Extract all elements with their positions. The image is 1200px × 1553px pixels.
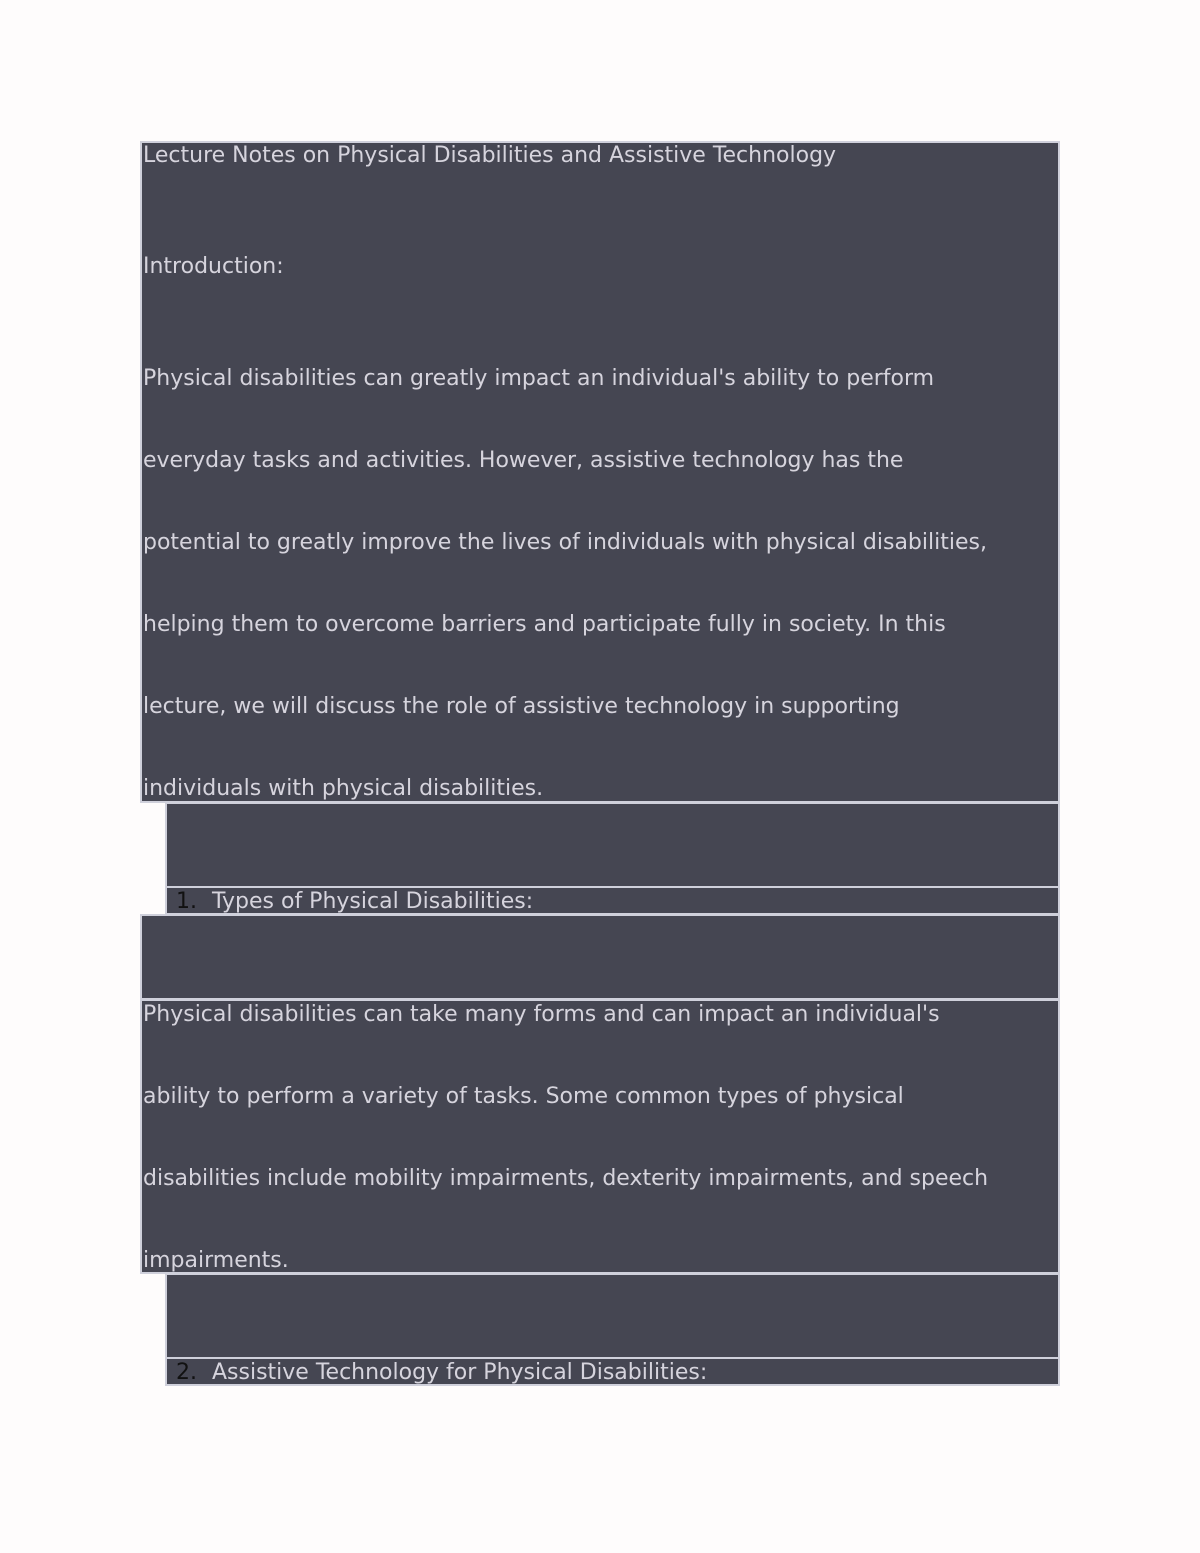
section-1-paragraph-line: impairments. bbox=[143, 1248, 289, 1273]
intro-heading: Introduction: bbox=[143, 254, 284, 279]
intro-paragraph-line: everyday tasks and activities. However, assistive technology has the bbox=[143, 448, 904, 473]
section-2-number: 2. bbox=[176, 1360, 197, 1385]
section-1-paragraph-line: disabilities include mobility impairments, dexterity impairments, and speech bbox=[143, 1166, 989, 1191]
section-1-body-block bbox=[140, 999, 1060, 1274]
section-2-heading: Assistive Technology for Physical Disabilities: bbox=[212, 1360, 708, 1385]
document-title: Lecture Notes on Physical Disabilities and Assistive Technology bbox=[143, 143, 837, 168]
section-1-heading: Types of Physical Disabilities: bbox=[212, 889, 534, 914]
intro-paragraph-line: helping them to overcome barriers and participate fully in society. In this bbox=[143, 612, 946, 637]
section-1-paragraph-line: Physical disabilities can take many forms and can impact an individual's bbox=[143, 1002, 940, 1027]
intro-paragraph-line: potential to greatly improve the lives of individuals with physical disabilities, bbox=[143, 530, 987, 555]
intro-paragraph-line: Physical disabilities can greatly impact an individual's ability to perform bbox=[143, 366, 935, 391]
spacer-block bbox=[165, 1273, 1060, 1359]
spacer-block bbox=[140, 914, 1060, 1000]
spacer-block bbox=[165, 802, 1060, 888]
intro-paragraph-line: individuals with physical disabilities. bbox=[143, 776, 544, 801]
section-1-number: 1. bbox=[176, 889, 197, 914]
section-1-paragraph-line: ability to perform a variety of tasks. Some common types of physical bbox=[143, 1084, 904, 1109]
intro-paragraph-line: lecture, we will discuss the role of assistive technology in supporting bbox=[143, 694, 900, 719]
